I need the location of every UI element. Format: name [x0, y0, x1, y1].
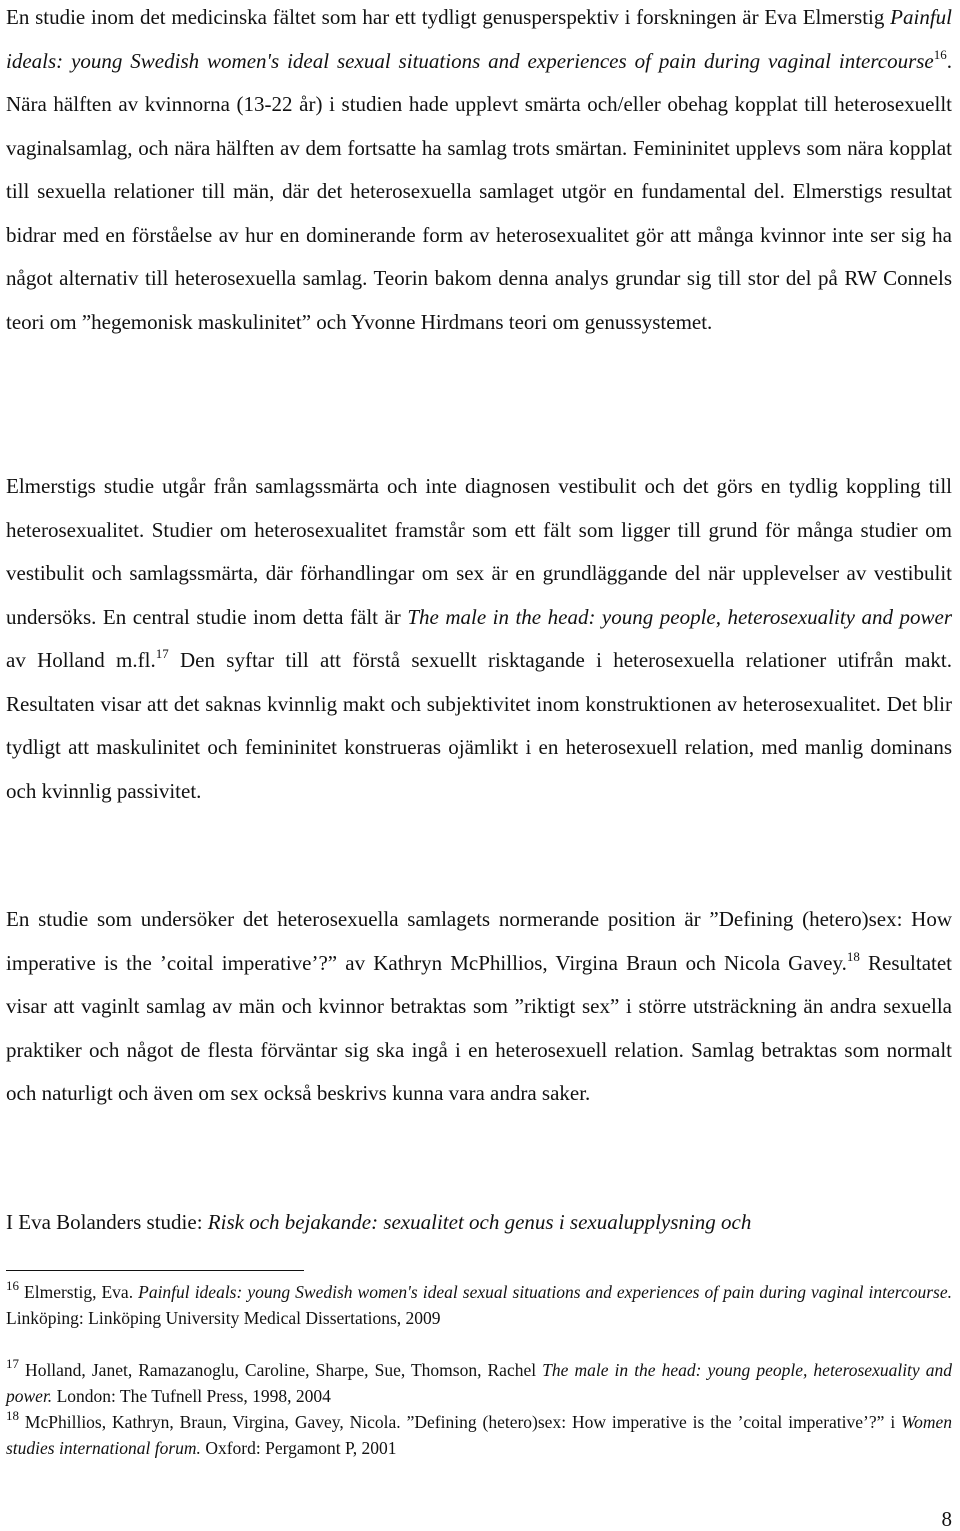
body-paragraph-2 [6, 465, 952, 813]
footnote-text: Holland, Janet, Ramazanoglu, Caroline, Sharpe, Sue, Thomson, Rachel [19, 1360, 543, 1380]
footnote-18 [6, 1410, 952, 1460]
page-number: 8 [941, 1507, 952, 1531]
footnote-text: Linköping: Linköping University Medical Dissertations, 2009 [6, 1308, 441, 1328]
paragraph-text: Den syftar till att förstå sexuellt risktagande i heterosexuella relationer utifrån makt. Resultaten visar att det saknas kvinnlig makt och subjektivitet inom konstruktionen av heterosexualitet. Det blir tydligt att maskulinitet och femininitet konstrueras ojämlikt i en heterosexuell relation, med manlig dominans och kvinnlig passivitet. [6, 648, 952, 803]
paragraph-text: Resultatet visar att vaginlt samlag av män och kvinnor betraktas som ”riktigt sex” i större utsträckning än andra sexuella praktiker och något de flesta förväntar sig ska ingå i en heterosexuell relation. Samlag betraktas som normalt och naturligt och även om sex också beskrivs kunna vara andra saker. [6, 950, 953, 1105]
paragraph-text: En studie inom det medicinska fältet som har ett tydligt genusperspektiv i forskningen är Eva Elmerstig [6, 5, 891, 29]
italic-title: The male in the head: young people, heterosexuality and power [407, 604, 952, 629]
paragraph-text: Elmerstigs studie utgår från samlagssmärta och inte diagnosen vestibulit och det görs en tydlig koppling till heterosexualitet. Studier om heterosexualitet framstår som ett fält som ligger till grund för många studier om vestibulit och samlagssmärta, där förhandlingar om sex är en grundläggande del när upplevelser av vestibulit undersöks. En central studie inom detta fält är [6, 474, 952, 629]
footnote-ref-16[interactable]: 16 [933, 46, 947, 62]
paragraph-text: av Holland m.fl. [6, 648, 156, 672]
paragraph-text: . Nära hälften av kvinnorna (13-22 år) i studien hade upplevt smärta och/eller obehag kopplat till heterosexuellt vaginalsamlag, och nära hälften av dem fortsatte ha samlag trots smärtan. Femininitet upplevs som nära kopplat till sexuella relationer till män, där det heterosexuella samlaget utgör en fundamental del. Elmerstigs resultat bidrar med en förståelse av hur en dominerande form av heterosexualitet gör att många kvinnor inte ser sig ha något alternativ till heterosexuella samlag. Teorin bakom denna analys grundar sig till stor del på RW Connels teori om ”hegemonisk maskulinitet” och Yvonne Hirdmans teori om genussystemet. [6, 48, 952, 334]
footnote-number: 18 [6, 1408, 19, 1423]
footnote-16 [6, 1280, 952, 1330]
footnote-text: McPhillios, Kathryn, Braun, Virgina, Gavey, Nicola. ”Defining (hetero)sex: How imperative is the ’coital imperative’?” i [19, 1412, 902, 1432]
paragraph-text: I Eva Bolanders studie: [6, 1210, 208, 1234]
footnote-number: 16 [6, 1278, 19, 1293]
italic-title: Risk och bejakande: sexualitet och genus i sexualupplysning och [207, 1210, 752, 1234]
paragraph-text: En studie som undersöker det heterosexuella samlagets normerande position är ”Defining (hetero)sex: How imperative is the ’coital imperative’?” av Kathryn McPhillios, Virgina Braun och Nicola Gavey. [6, 907, 952, 975]
footnote-text: Elmerstig, Eva. [19, 1282, 139, 1302]
footnote-italic-title: Women studies international forum. [6, 1412, 952, 1458]
body-paragraph-1 [6, 0, 952, 344]
footnote-ref-18[interactable]: 18 [846, 948, 860, 964]
footnote-italic-title: The male in the head: young people, heterosexuality and power. [6, 1360, 952, 1406]
footnote-ref-17[interactable]: 17 [155, 646, 169, 661]
footnote-17 [6, 1358, 952, 1408]
italic-title: Painful ideals: young Swedish women's ideal sexual situations and experiences of pain during vaginal intercourse [6, 5, 952, 73]
footnote-separator [6, 1270, 304, 1271]
footnote-text: London: The Tufnell Press, 1998, 2004 [52, 1386, 331, 1406]
footnote-text: Oxford: Pergamont P, 2001 [200, 1438, 397, 1458]
body-paragraph-3 [6, 898, 952, 1116]
body-paragraph-4 [6, 1201, 952, 1245]
footnote-number: 17 [6, 1356, 19, 1371]
footnote-italic-title: Painful ideals: young Swedish women's ideal sexual situations and experiences of pain during vaginal intercourse. [138, 1282, 952, 1302]
